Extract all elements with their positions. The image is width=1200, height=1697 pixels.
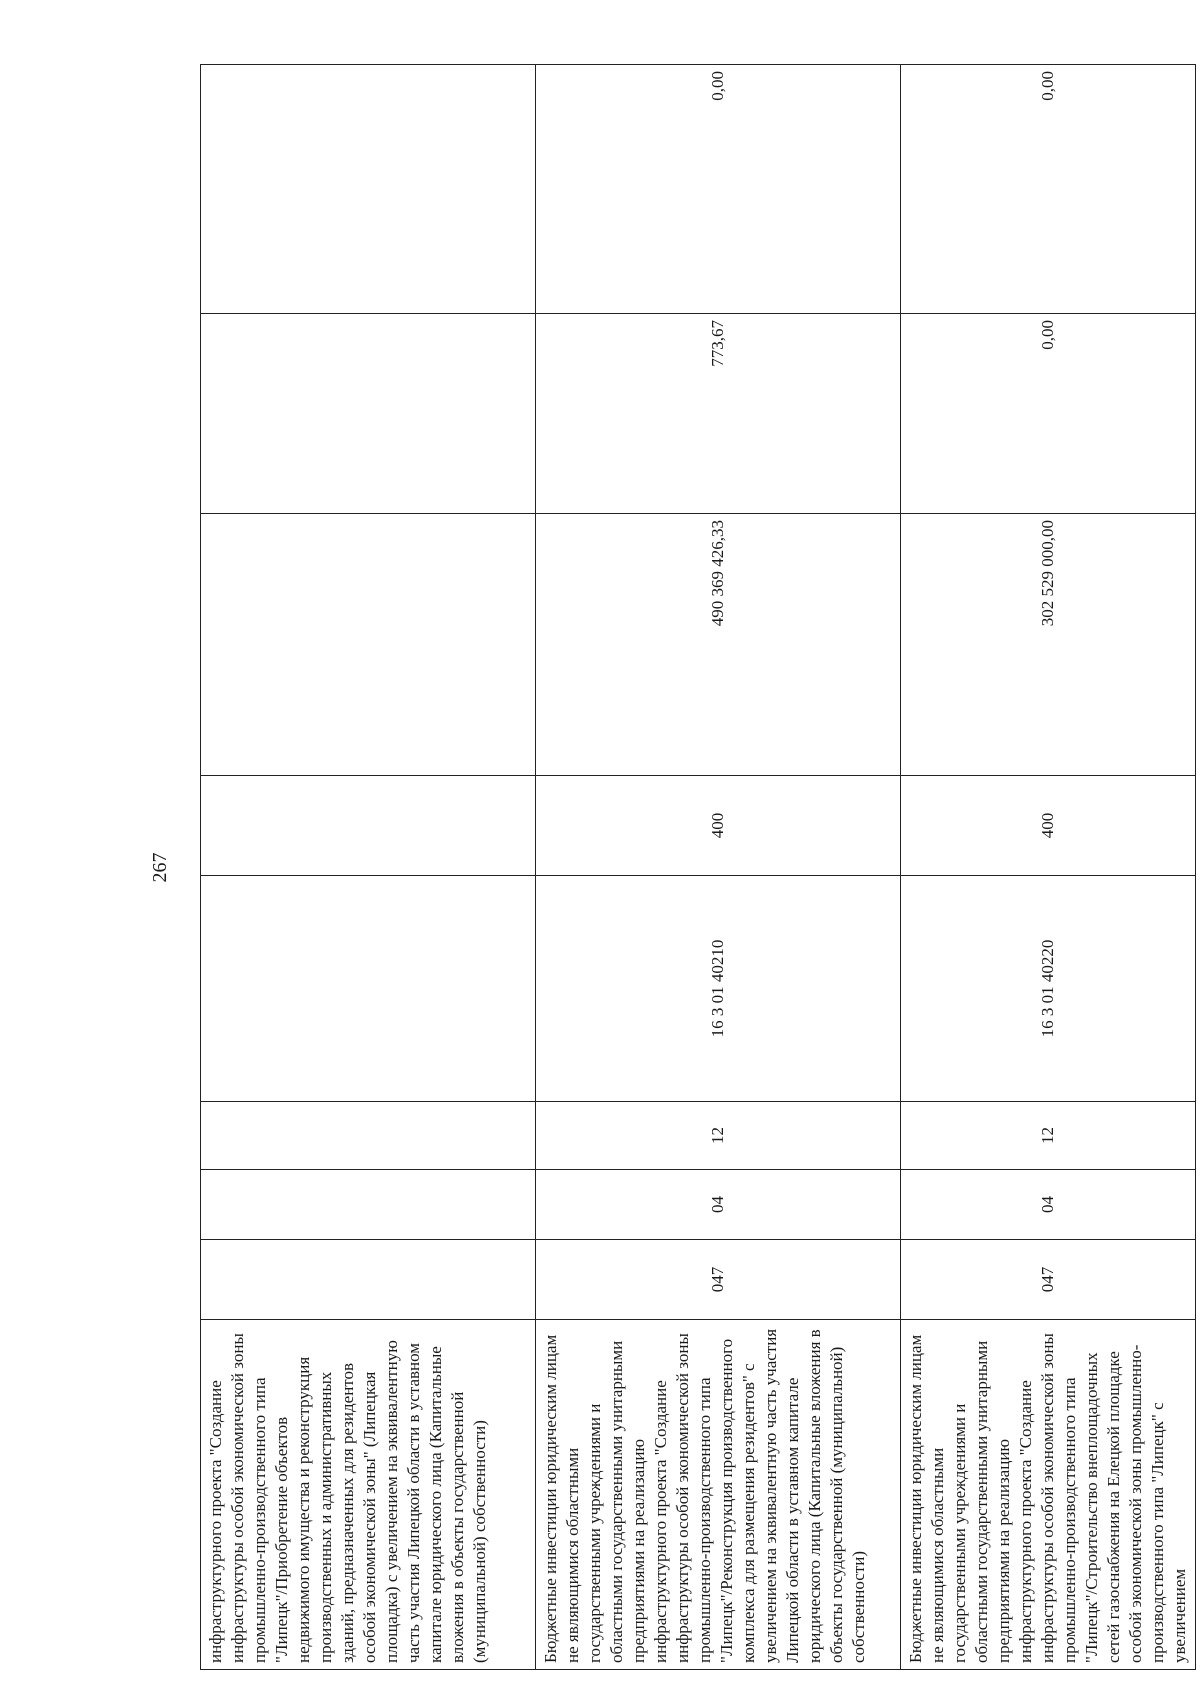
percent-cell	[201, 314, 536, 514]
last-value-cell	[201, 65, 536, 314]
expense-type-code	[201, 776, 536, 876]
last-value-cell: 0,00	[536, 65, 901, 314]
percent-cell: 0,00	[901, 314, 1196, 514]
section-code: 04	[901, 1170, 1196, 1240]
rotated-page-content	[130, 65, 1189, 1670]
target-article-code: 16 3 01 40210	[536, 876, 901, 1102]
budget-table	[200, 64, 1196, 1670]
expense-type-code: 400	[536, 776, 901, 876]
target-article-code: 16 3 01 40220	[901, 876, 1196, 1102]
page-number: 267	[149, 852, 171, 883]
target-article-code	[201, 876, 536, 1102]
percent-cell: 773,67	[536, 314, 901, 514]
row-description: Бюджетные инвестиции юридическим лицам не являющимися областными государственными учреждениями и областными государственными унитарными предприятиями на реализацию инфраструктурного проекта "Создание инфраструктуры особой экономической зоны промышленно-производственного типа "Липецк"/Строительство внеплощадочных сетей газоснабжения на Елецкой площадке особой экономической зоны промышленно-производственного типа "Липецк" с увеличением	[901, 1320, 1196, 1670]
table-row	[201, 65, 536, 1670]
ministry-code: 047	[901, 1240, 1196, 1320]
section-code: 04	[536, 1170, 901, 1240]
amount-cell: 490 369 426,33	[536, 514, 901, 776]
ministry-code: 047	[536, 1240, 901, 1320]
table-row	[536, 65, 901, 1670]
subsection-code: 12	[536, 1102, 901, 1170]
last-value-cell: 0,00	[901, 65, 1196, 314]
section-code	[201, 1170, 536, 1240]
subsection-code	[201, 1102, 536, 1170]
subsection-code: 12	[901, 1102, 1196, 1170]
table-row	[901, 65, 1196, 1670]
row-description: Бюджетные инвестиции юридическим лицам не являющимися областными государственными учреждениями и областными государственными унитарными предприятиями на реализацию инфраструктурного проекта "Создание инфраструктуры особой экономической зоны промышленно-производственного типа "Липецк"/Реконструкция производственного комплекса для размещения резидентов" с увеличением на эквивалентную часть участия Липецкой области в уставном капитале юридического лица (Капитальные вложения в объекты государственной (муниципальной) собственности)	[536, 1320, 901, 1670]
ministry-code	[201, 1240, 536, 1320]
row-description: инфраструктурного проекта "Создание инфраструктуры особой экономической зоны промышленно-производственного типа "Липецк"/Приобретение объектов недвижимого имущества и реконструкция производственных и административных зданий, предназначенных для резидентов особой экономической зоны" (Липецкая площадка) с увеличением на эквивалентную часть участия Липецкой области в уставном капитале юридического лица (Капитальные вложения в объекты государственной (муниципальной) собственности)	[201, 1320, 536, 1670]
amount-cell: 302 529 000,00	[901, 514, 1196, 776]
amount-cell	[201, 514, 536, 776]
expense-type-code: 400	[901, 776, 1196, 876]
